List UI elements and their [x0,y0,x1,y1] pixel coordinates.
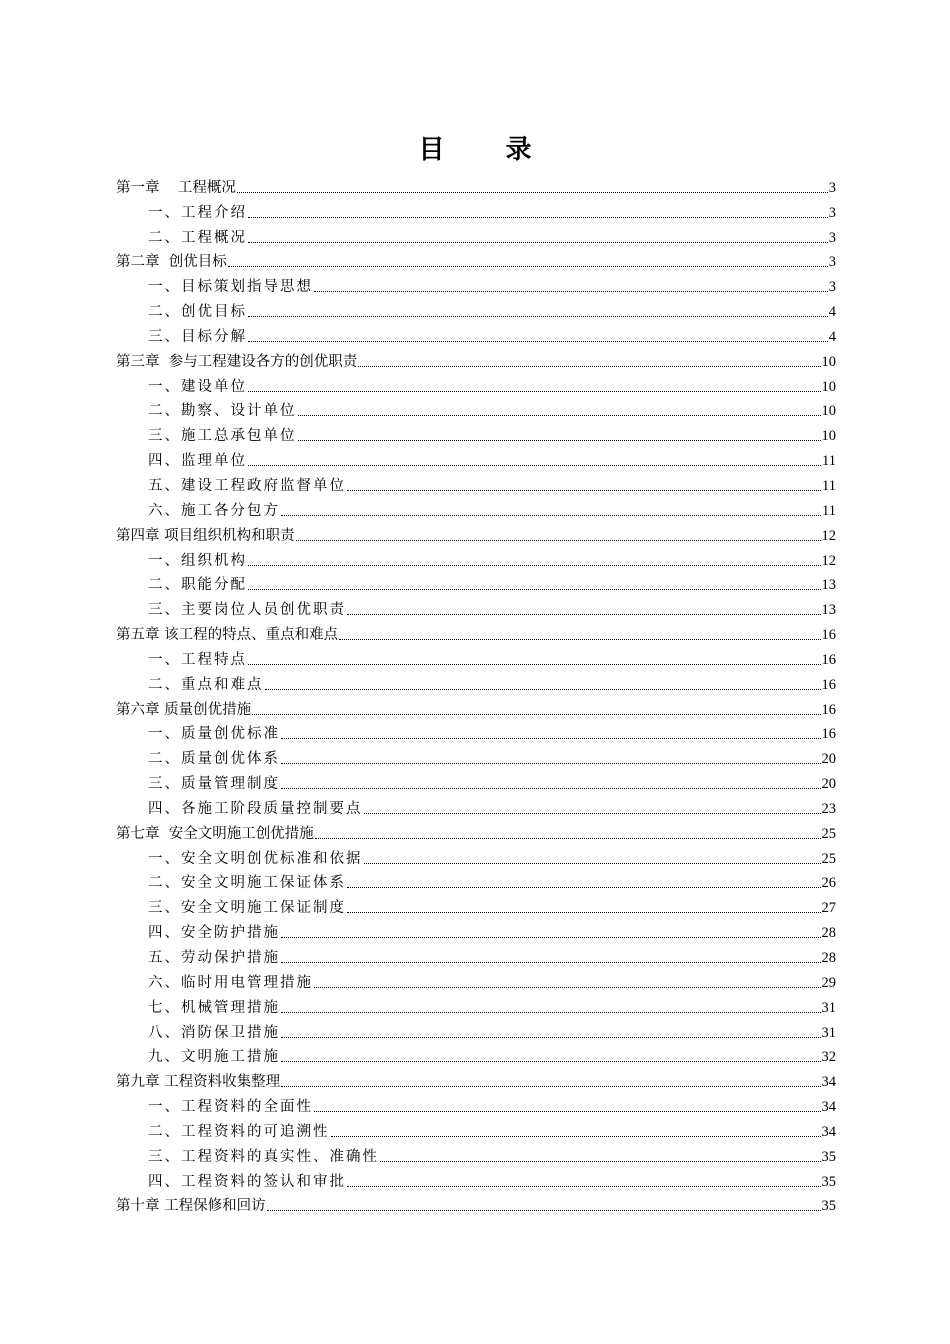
toc-page-number: 34 [821,1123,836,1140]
toc-entry-label: 一、工程特点 [148,651,247,668]
toc-entry-label: 四、各施工阶段质量控制要点 [148,800,363,817]
toc-section-entry[interactable] [116,396,836,421]
dot-leader [314,290,828,292]
toc-section-entry[interactable] [116,321,836,346]
toc-section-entry[interactable] [116,470,836,495]
toc-page-number: 31 [821,1024,836,1041]
dot-leader [265,688,821,690]
toc-entry-label: 第一章 工程概况 [116,179,236,196]
toc-page-number: 10 [821,428,836,445]
toc-page-number: 12 [821,527,836,544]
toc-page-number: 10 [821,378,836,395]
toc-chapter-entry[interactable] [116,172,836,197]
toc-page-number: 16 [821,627,836,644]
dot-leader [298,439,821,441]
toc-page-number: 26 [821,875,836,892]
toc-page-number: 3 [828,204,836,221]
toc-page-number: 4 [828,304,836,321]
toc-section-entry[interactable] [116,743,836,768]
dot-leader [267,1209,821,1211]
toc-page-number: 16 [821,726,836,743]
dot-leader [281,1085,820,1087]
dot-leader [248,588,821,590]
toc-section-entry[interactable] [116,967,836,992]
toc-page-number: 20 [821,776,836,793]
toc-chapter-entry[interactable] [116,520,836,545]
toc-entry-label: 第四章 项目组织机构和职责 [116,527,295,544]
toc-entry-label: 二、工程概况 [148,229,247,246]
toc-section-entry[interactable] [116,793,836,818]
dot-leader [364,862,821,864]
toc-section-entry[interactable] [116,570,836,595]
dot-leader [237,191,828,193]
toc-entry-label: 二、工程资料的可追溯性 [148,1123,330,1140]
toc-page-number: 25 [821,850,836,867]
toc-chapter-entry[interactable] [116,694,836,719]
dot-leader [248,216,828,218]
dot-leader [314,1110,821,1112]
dot-leader [380,1160,821,1162]
dot-leader [347,1185,821,1187]
toc-entry-label: 一、工程介绍 [148,204,247,221]
toc-section-entry[interactable] [116,371,836,396]
toc-page-number: 35 [821,1148,836,1165]
toc-section-entry[interactable] [116,768,836,793]
toc-page-number: 3 [828,254,836,271]
toc-entry-label: 二、安全文明施工保证体系 [148,875,346,892]
dot-leader [347,489,821,491]
dot-leader [298,414,821,416]
toc-page-number: 16 [821,676,836,693]
toc-entry-label: 第三章 参与工程建设各方的创优职责 [116,353,358,370]
toc-section-entry[interactable] [116,420,836,445]
toc-section-entry[interactable] [116,495,836,520]
toc-section-entry[interactable] [116,992,836,1017]
dot-leader [228,265,828,267]
toc-entry-label: 一、质量创优标准 [148,726,280,743]
toc-section-entry[interactable] [116,868,836,893]
toc-page-number: 13 [821,602,836,619]
toc-section-entry[interactable] [116,222,836,247]
toc-page-number: 34 [821,1099,836,1116]
toc-section-entry[interactable] [116,1141,836,1166]
dot-leader [281,1036,821,1038]
toc-entry-label: 第十章 工程保修和回访 [116,1198,266,1215]
toc-page-number: 35 [821,1173,836,1190]
toc-section-entry[interactable] [116,942,836,967]
toc-section-entry[interactable] [116,1042,836,1067]
dot-leader [281,1060,821,1062]
toc-entry-label: 六、施工各分包方 [148,502,280,519]
toc-section-entry[interactable] [116,843,836,868]
toc-entry-label: 三、工程资料的真实性、准确性 [148,1148,379,1165]
dot-leader [281,1011,821,1013]
toc-page-number: 25 [821,825,836,842]
toc-entry-label: 三、目标分解 [148,328,247,345]
dot-leader [347,613,821,615]
toc-page-number: 27 [821,900,836,917]
toc-page-number: 31 [821,999,836,1016]
toc-page-number: 3 [828,229,836,246]
dot-leader [315,837,821,839]
toc-entry-label: 一、目标策划指导思想 [148,279,313,296]
dot-leader [248,315,828,317]
dot-leader [331,1135,821,1137]
toc-entry-label: 四、监理单位 [148,453,247,470]
toc-section-entry[interactable] [116,1116,836,1141]
toc-page-number: 32 [821,1049,836,1066]
toc-entry-label: 五、劳动保护措施 [148,950,280,966]
toc-section-entry[interactable] [116,719,836,744]
toc-entry-label: 五、建设工程政府监督单位 [148,477,346,494]
toc-page-number: 10 [821,403,836,420]
toc-section-entry[interactable] [116,197,836,222]
dot-leader [314,986,821,988]
toc-entry-label: 一、安全文明创优标准和依据 [148,850,363,867]
dot-leader [281,762,821,764]
toc-page-number: 13 [821,577,836,594]
toc-section-entry[interactable] [116,917,836,942]
toc-page-number: 3 [828,279,836,296]
toc-page-number: 10 [821,353,836,370]
toc-entry-label: 七、机械管理措施 [148,999,280,1016]
dot-leader [248,340,828,342]
toc-entry-label: 第六章 质量创优措施 [116,701,252,718]
dot-leader [364,812,821,814]
toc-page-number: 34 [821,1074,836,1091]
dot-leader [296,539,821,541]
dot-leader [347,911,821,913]
dot-leader [281,737,821,739]
dot-leader [252,713,820,715]
toc-page-number: 23 [821,800,836,817]
toc-entry-label: 第九章 工程资料收集整理 [116,1074,281,1091]
toc-page-number: 4 [828,328,836,345]
toc-entry-label: 二、创优目标 [148,304,247,321]
toc-entry-label: 三、质量管理制度 [148,776,280,793]
toc-section-entry[interactable] [116,892,836,917]
toc-page-number: 29 [821,974,836,991]
toc-page-number: 11 [822,453,836,470]
toc-entry-label: 第五章 该工程的特点、重点和难点 [116,627,339,644]
toc-entry-label: 一、组织机构 [148,552,247,569]
toc-section-entry[interactable] [116,1166,836,1191]
toc-page-number: 12 [821,552,836,569]
dot-leader [248,464,821,466]
toc-entry-label: 第二章 创优目标 [116,254,227,271]
toc-chapter-entry[interactable] [116,346,836,371]
toc-page-number: 28 [821,925,836,942]
toc-section-entry[interactable] [116,669,836,694]
toc-page-number: 16 [821,701,836,718]
toc-chapter-entry[interactable] [116,1066,836,1091]
dot-leader [358,365,820,367]
toc-section-entry[interactable] [116,445,836,470]
toc-entry-label: 四、工程资料的签认和审批 [148,1173,346,1190]
toc-entry-label: 三、主要岗位人员创优职责 [148,602,346,619]
toc-entry-label: 一、建设单位 [148,378,247,395]
toc-page-number: 28 [821,950,836,966]
toc-entry-label: 二、勘察、设计单位 [148,403,297,420]
dot-leader [281,961,821,963]
dot-leader [339,638,820,640]
toc-chapter-entry[interactable] [116,619,836,644]
dot-leader [248,564,821,566]
toc-section-entry[interactable] [116,271,836,296]
toc-section-entry[interactable] [116,594,836,619]
toc-section-entry[interactable] [116,545,836,570]
toc-section-entry[interactable] [116,644,836,669]
toc-section-entry[interactable] [116,296,836,321]
toc-chapter-entry[interactable] [116,1191,836,1216]
toc-entry-label: 一、工程资料的全面性 [148,1099,313,1116]
table-of-contents [116,172,836,1215]
toc-chapter-entry[interactable] [116,818,836,843]
toc-page-number: 35 [821,1198,836,1215]
toc-entry-label: 三、施工总承包单位 [148,428,297,445]
dot-leader [281,514,821,516]
toc-page-number: 11 [822,502,836,519]
toc-entry-label: 四、安全防护措施 [148,925,280,942]
dot-leader [248,241,828,243]
toc-entry-label: 二、质量创优体系 [148,751,280,768]
toc-chapter-entry[interactable] [116,247,836,272]
toc-entry-label: 二、职能分配 [148,577,247,594]
dot-leader [281,787,821,789]
toc-section-entry[interactable] [116,1091,836,1116]
toc-page-number: 11 [822,477,836,494]
toc-title: 目 录 [418,135,558,165]
dot-leader [347,886,821,888]
toc-entry-label: 八、消防保卫措施 [148,1024,280,1041]
toc-entry-label: 第七章 安全文明施工创优措施 [116,825,314,842]
toc-entry-label: 六、临时用电管理措施 [148,974,313,991]
toc-page-number: 20 [821,751,836,768]
dot-leader [248,663,821,665]
toc-entry-label: 三、安全文明施工保证制度 [148,900,346,917]
dot-leader [248,390,821,392]
toc-page-number: 3 [828,179,836,196]
toc-entry-label: 二、重点和难点 [148,676,264,693]
toc-section-entry[interactable] [116,1017,836,1042]
toc-entry-label: 九、文明施工措施 [148,1049,280,1066]
dot-leader [281,936,821,938]
toc-page-number: 16 [821,651,836,668]
